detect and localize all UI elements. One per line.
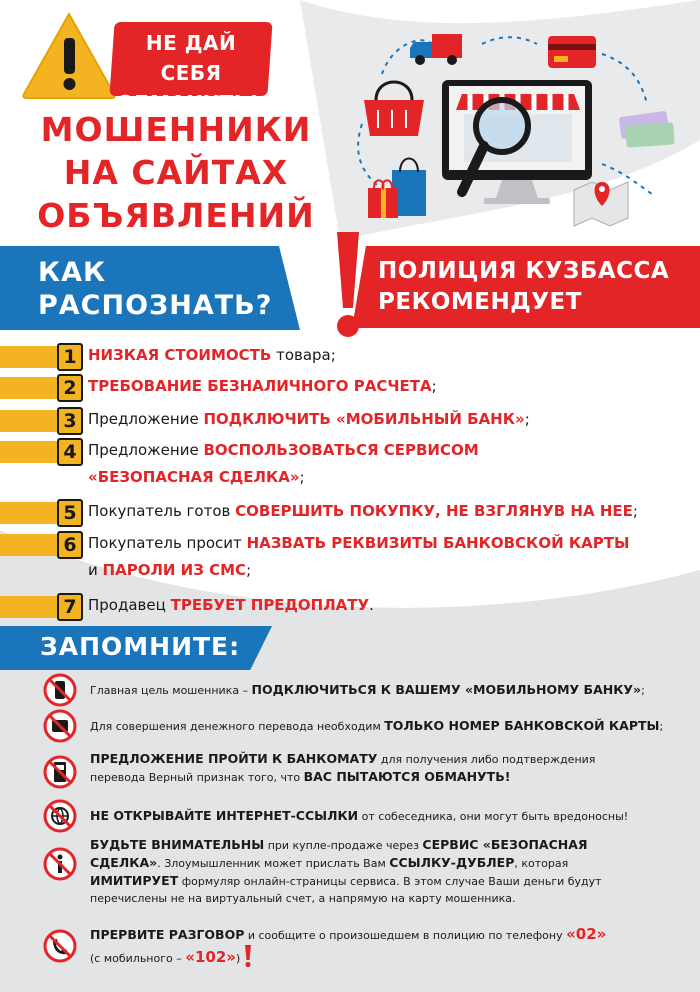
item-text: Покупатель готов СОВЕРШИТЬ ПОКУПКУ, НЕ ВЗГЛЯНУВ НА НЕЕ;: [88, 502, 638, 520]
item-number: 1: [57, 343, 83, 371]
info-warning-icon: [42, 846, 78, 882]
item-number: 2: [57, 374, 83, 402]
money-stack-icon: [619, 111, 675, 148]
page-title: [26, 108, 326, 237]
item-text: ТРЕБОВАНИЕ БЕЗНАЛИЧНОГО РАСЧЕТА;: [88, 377, 437, 395]
shopping-bags-icon: [368, 159, 426, 219]
no-internet-icon: [42, 798, 78, 834]
title-line-3: ОБЪЯВЛЕНИЙ: [37, 196, 315, 235]
item-number: 5: [57, 499, 83, 527]
map-pin-icon: [574, 182, 628, 226]
remember-text: Для совершения денежного перевода необходим ТОЛЬКО НОМЕР БАНКОВСКОЙ КАРТЫ;: [90, 718, 664, 733]
warning-triangle-icon: [20, 10, 118, 100]
exclamation-icon: [331, 228, 365, 340]
badge-line-2: ОБМАНУТЬ!: [116, 91, 260, 115]
title-line-1: МОШЕННИКИ: [40, 110, 312, 149]
remember-text: ПРЕРВИТЕ РАЗГОВОР и сообщите о произошедшем в полицию по телефону «02» (с мобильного – «102»): [90, 925, 607, 966]
remember-heading: ЗАПОМНИТЕ:: [40, 632, 241, 661]
shopping-basket-icon: [364, 82, 424, 136]
police-line-1: ПОЛИЦИЯ КУЗБАССА: [378, 258, 670, 284]
online-shopping-illustration: [352, 14, 692, 234]
how-to-line-1: КАК: [38, 257, 107, 288]
item-text: Предложение ВОСПОЛЬЗОВАТЬСЯ СЕРВИСОМ «БЕЗОПАСНАЯ СДЕЛКА»;: [88, 441, 479, 486]
police-line-2: РЕКОМЕНДУЕТ: [378, 289, 582, 315]
no-wallet-icon: [42, 708, 78, 744]
warning-badge: [109, 22, 272, 115]
item-text: Продавец ТРЕБУЕТ ПРЕДОПЛАТУ.: [88, 596, 374, 614]
no-atm-icon: [42, 754, 78, 790]
item-number: 4: [57, 438, 83, 466]
item-number: 3: [57, 407, 83, 435]
remember-text: ПРЕДЛОЖЕНИЕ ПРОЙТИ К БАНКОМАТУ для получения либо подтверждения перевода Верный признак того, что ВАС ПЫТАЮТСЯ ОБМАНУТЬ!: [90, 751, 596, 784]
item-text: НИЗКАЯ СТОИМОСТЬ товара;: [88, 346, 336, 364]
how-to-line-2: РАСПОЗНАТЬ?: [38, 290, 273, 321]
delivery-truck-icon: [410, 34, 462, 65]
no-call-icon: [42, 928, 78, 964]
police-heading: [378, 256, 669, 318]
badge-line-1: НЕ ДАЙ СЕБЯ: [145, 31, 237, 85]
remember-text: БУДЬТЕ ВНИМАТЕЛЬНЫ при купле-продаже через СЕРВИС «БЕЗОПАСНАЯ СДЕЛКА». Злоумышленник может прислать Вам ССЫЛКУ-ДУБЛЕР, которая ИМИТИРУЕТ формуляр онлайн-страницы сервиса. В этом случае Ваши деньги будут перечислены не на виртуальный счет, а напрямую на карту мошенника.: [90, 837, 602, 905]
how-to-heading: [38, 256, 272, 322]
exclamation-icon: [244, 944, 252, 968]
title-line-2: НА САЙТАХ: [63, 153, 289, 192]
item-text: Предложение ПОДКЛЮЧИТЬ «МОБИЛЬНЫЙ БАНК»;: [88, 410, 530, 428]
item-number: 6: [57, 531, 83, 559]
item-text: Покупатель просит НАЗВАТЬ РЕКВИЗИТЫ БАНКОВСКОЙ КАРТЫ и ПАРОЛИ ИЗ СМС;: [88, 534, 630, 579]
credit-card-icon: [548, 36, 596, 68]
no-phone-icon: [42, 672, 78, 708]
item-number: 7: [57, 593, 83, 621]
remember-text: Главная цель мошенника – ПОДКЛЮЧИТЬСЯ К ВАШЕМУ «МОБИЛЬНОМУ БАНКУ»;: [90, 682, 645, 697]
remember-text: НЕ ОТКРЫВАЙТЕ ИНТЕРНЕТ-ССЫЛКИ от собеседника, они могут быть вредоносны!: [90, 808, 629, 823]
